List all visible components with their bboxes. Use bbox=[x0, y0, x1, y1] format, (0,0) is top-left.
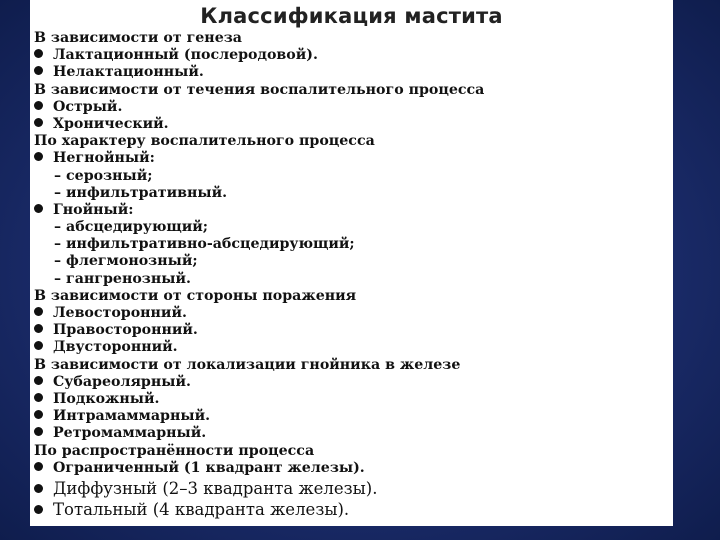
bullet-item bbox=[34, 408, 672, 425]
bullet-item bbox=[34, 322, 672, 339]
item-text: – абсцедирующий; bbox=[54, 219, 208, 236]
classification-list-continuation bbox=[34, 478, 672, 520]
bullet-icon bbox=[34, 341, 43, 350]
item-text: В зависимости от локализации гнойника в железе bbox=[34, 356, 461, 373]
slide-title: Классификация мастита bbox=[200, 4, 503, 28]
bullet-icon bbox=[34, 307, 43, 316]
item-text: В зависимости от генеза bbox=[34, 30, 242, 46]
bullet-icon bbox=[34, 393, 43, 402]
item-text: Ретромаммарный. bbox=[53, 425, 207, 442]
bullet-icon bbox=[34, 427, 43, 436]
sub-item bbox=[34, 168, 672, 185]
bullet-icon bbox=[34, 204, 43, 213]
bullet-item bbox=[34, 305, 672, 322]
item-text: Правосторонний. bbox=[53, 322, 198, 339]
sub-item bbox=[34, 185, 672, 202]
bullet-item bbox=[34, 339, 672, 356]
bullet-item bbox=[34, 150, 672, 167]
item-text: По распространённости процесса bbox=[34, 442, 315, 459]
bullet-item bbox=[34, 425, 672, 442]
bullet-icon bbox=[34, 118, 43, 127]
bullet-icon bbox=[34, 505, 43, 514]
item-text: Подкожный. bbox=[53, 390, 160, 407]
sub-item bbox=[34, 253, 672, 270]
bullet-icon bbox=[34, 462, 43, 471]
item-text: Двусторонний. bbox=[53, 339, 178, 356]
bullet-item bbox=[34, 116, 672, 133]
item-text: Острый. bbox=[53, 98, 123, 115]
item-text: – флегмонозный; bbox=[54, 253, 198, 270]
item-text: Интрамаммарный. bbox=[53, 408, 211, 425]
bullet-item bbox=[34, 478, 672, 499]
bullet-item bbox=[34, 202, 672, 219]
item-text: Ограниченный (1 квадрант железы). bbox=[53, 459, 365, 476]
item-text: Хронический. bbox=[53, 115, 169, 132]
item-text: В зависимости от стороны поражения bbox=[34, 287, 357, 304]
bullet-item bbox=[34, 460, 672, 477]
sub-item bbox=[34, 219, 672, 236]
item-text: Субареолярный. bbox=[53, 373, 191, 390]
slide bbox=[30, 0, 673, 526]
section-heading bbox=[34, 443, 672, 460]
section-heading bbox=[34, 30, 672, 47]
classification-list bbox=[34, 30, 672, 477]
bullet-icon bbox=[34, 49, 43, 58]
section-heading bbox=[34, 82, 672, 99]
item-text: – инфильтративный. bbox=[54, 184, 228, 201]
bullet-icon bbox=[34, 152, 43, 161]
bullet-icon bbox=[34, 484, 43, 493]
item-text: Лактационный (послеродовой). bbox=[53, 47, 318, 64]
bullet-item bbox=[34, 499, 672, 520]
item-text: – серозный; bbox=[54, 167, 153, 184]
bullet-item bbox=[34, 99, 672, 116]
item-text: По характеру воспалительного процесса bbox=[34, 133, 375, 150]
item-text: Левосторонний. bbox=[53, 305, 187, 321]
sub-item bbox=[34, 271, 672, 288]
bullet-icon bbox=[34, 324, 43, 333]
bullet-icon bbox=[34, 410, 43, 419]
sub-item bbox=[34, 236, 672, 253]
bullet-item bbox=[34, 391, 672, 408]
item-text: – гангренозный. bbox=[54, 270, 191, 287]
bullet-icon bbox=[34, 376, 43, 385]
item-text: Нелактационный. bbox=[53, 64, 204, 81]
bullet-icon bbox=[34, 66, 43, 75]
item-text: Гнойный: bbox=[53, 201, 134, 218]
item-text: Диффузный (2–3 квадранта железы). bbox=[53, 479, 378, 498]
item-text: В зависимости от течения воспалительного процесса bbox=[34, 81, 485, 98]
bullet-item bbox=[34, 64, 672, 81]
bullet-icon bbox=[34, 101, 43, 110]
section-heading bbox=[34, 357, 672, 374]
section-heading bbox=[34, 288, 672, 305]
item-text: Негнойный: bbox=[53, 150, 155, 167]
item-text: – инфильтративно-абсцедирующий; bbox=[54, 236, 355, 253]
item-text: Тотальный (4 квадранта железы). bbox=[53, 500, 350, 519]
section-heading bbox=[34, 133, 672, 150]
bullet-item bbox=[34, 374, 672, 391]
bullet-item bbox=[34, 47, 672, 64]
